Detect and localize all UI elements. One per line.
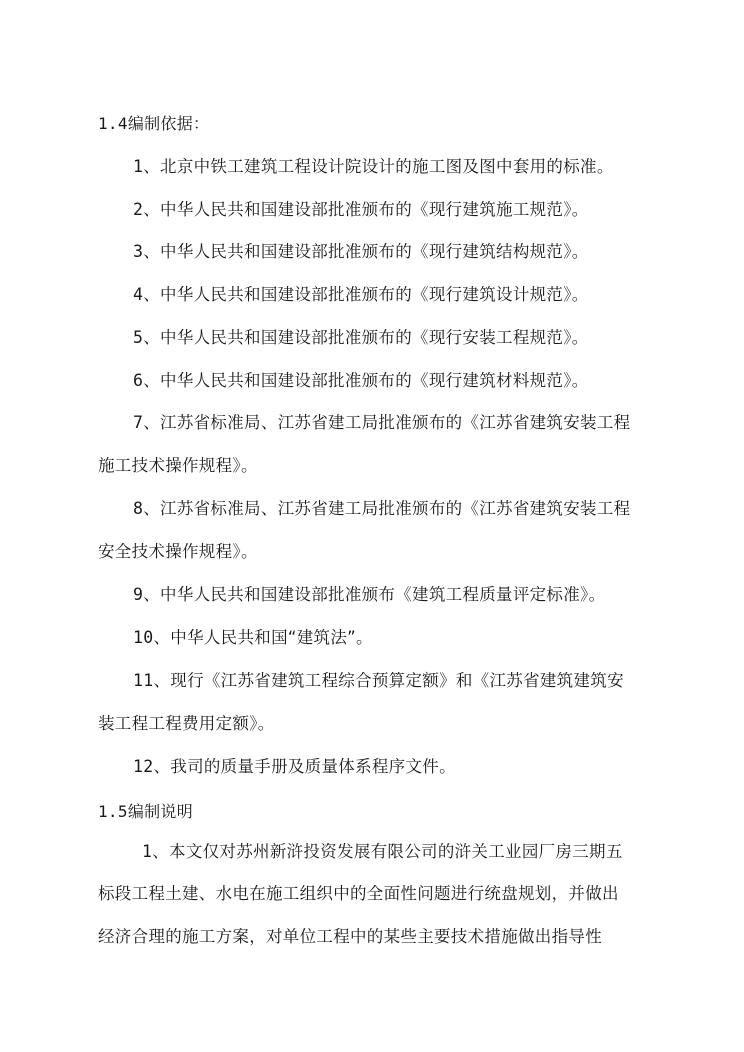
explanation-line-1 — [142, 841, 623, 863]
section-title: 编制依据： — [127, 114, 210, 133]
basis-item-10 — [133, 627, 373, 649]
item-text: 安全技术操作规程》。 — [98, 542, 258, 561]
section-title: 编制说明 — [127, 802, 194, 821]
basis-item-11 — [133, 670, 624, 692]
basis-item-12 — [133, 756, 456, 778]
basis-item-6 — [133, 370, 589, 392]
item-text: 、中华人民共和国建设部批准颁布的《现行建筑材料规范》。 — [143, 371, 589, 390]
section-heading-1-4 — [98, 113, 209, 135]
item-text: 、中华人民共和国建设部批准颁布《建筑工程质量评定标准》。 — [143, 585, 606, 604]
item-number: 1 — [142, 842, 153, 861]
item-text: 、北京中铁工建筑工程设计院设计的施工图及图中套用的标准。 — [143, 157, 614, 176]
item-number: 5 — [133, 328, 144, 347]
basis-item-8-continuation — [98, 541, 258, 563]
item-text: 、现行《江苏省建筑工程综合预算定额》和《江苏省建筑建筑安 — [153, 671, 624, 690]
item-number: 8 — [133, 499, 144, 518]
item-text: 、江苏省标准局、江苏省建工局批准颁布的《江苏省建筑安装工程 — [143, 499, 631, 518]
item-number: 10 — [133, 628, 154, 647]
item-text: 、中华人民共和国建设部批准颁布的《现行建筑设计规范》。 — [143, 285, 589, 304]
item-number: 2 — [133, 200, 144, 219]
basis-item-7 — [133, 412, 630, 434]
basis-item-3 — [133, 241, 589, 263]
item-text: 、中华人民共和国建设部批准颁布的《现行建筑结构规范》。 — [143, 242, 589, 261]
item-number: 12 — [133, 757, 154, 776]
item-text: 装工程工程费用定额》。 — [98, 714, 275, 733]
item-text: 施工技术操作规程》。 — [98, 456, 258, 475]
item-text: 、中华人民共和国建设部批准颁布的《现行安装工程规范》。 — [143, 328, 589, 347]
basis-item-5 — [133, 327, 589, 349]
basis-item-7-continuation — [98, 455, 258, 477]
item-text: 经济合理的施工方案，对单位工程中的某些主要技术措施做出指导性 — [98, 927, 602, 946]
item-number: 6 — [133, 371, 144, 390]
section-number: 1.5 — [98, 802, 128, 821]
item-text: 、中华人民共和国“建筑法”。 — [153, 628, 373, 647]
item-text: 、我司的质量手册及质量体系程序文件。 — [153, 757, 456, 776]
explanation-line-2 — [98, 883, 619, 905]
basis-item-11-continuation — [98, 713, 275, 735]
item-number: 11 — [133, 671, 154, 690]
basis-item-4 — [133, 284, 589, 306]
section-number: 1.4 — [98, 114, 128, 133]
item-text: 、中华人民共和国建设部批准颁布的《现行建筑施工规范》。 — [143, 200, 589, 219]
item-number: 1 — [133, 157, 144, 176]
item-text: 、本文仅对苏州新浒投资发展有限公司的浒关工业园厂房三期五 — [152, 842, 623, 861]
section-heading-1-5 — [98, 801, 193, 823]
item-number: 3 — [133, 242, 144, 261]
item-number: 4 — [133, 285, 144, 304]
item-text: 标段工程土建、水电在施工组织中的全面性问题进行统盘规划，并做出 — [98, 884, 619, 903]
basis-item-1 — [133, 156, 614, 178]
item-number: 9 — [133, 585, 144, 604]
basis-item-2 — [133, 199, 589, 221]
explanation-line-3 — [98, 926, 602, 948]
basis-item-8 — [133, 498, 630, 520]
item-text: 、江苏省标准局、江苏省建工局批准颁布的《江苏省建筑安装工程 — [143, 413, 631, 432]
item-number: 7 — [133, 413, 144, 432]
basis-item-9 — [133, 584, 605, 606]
